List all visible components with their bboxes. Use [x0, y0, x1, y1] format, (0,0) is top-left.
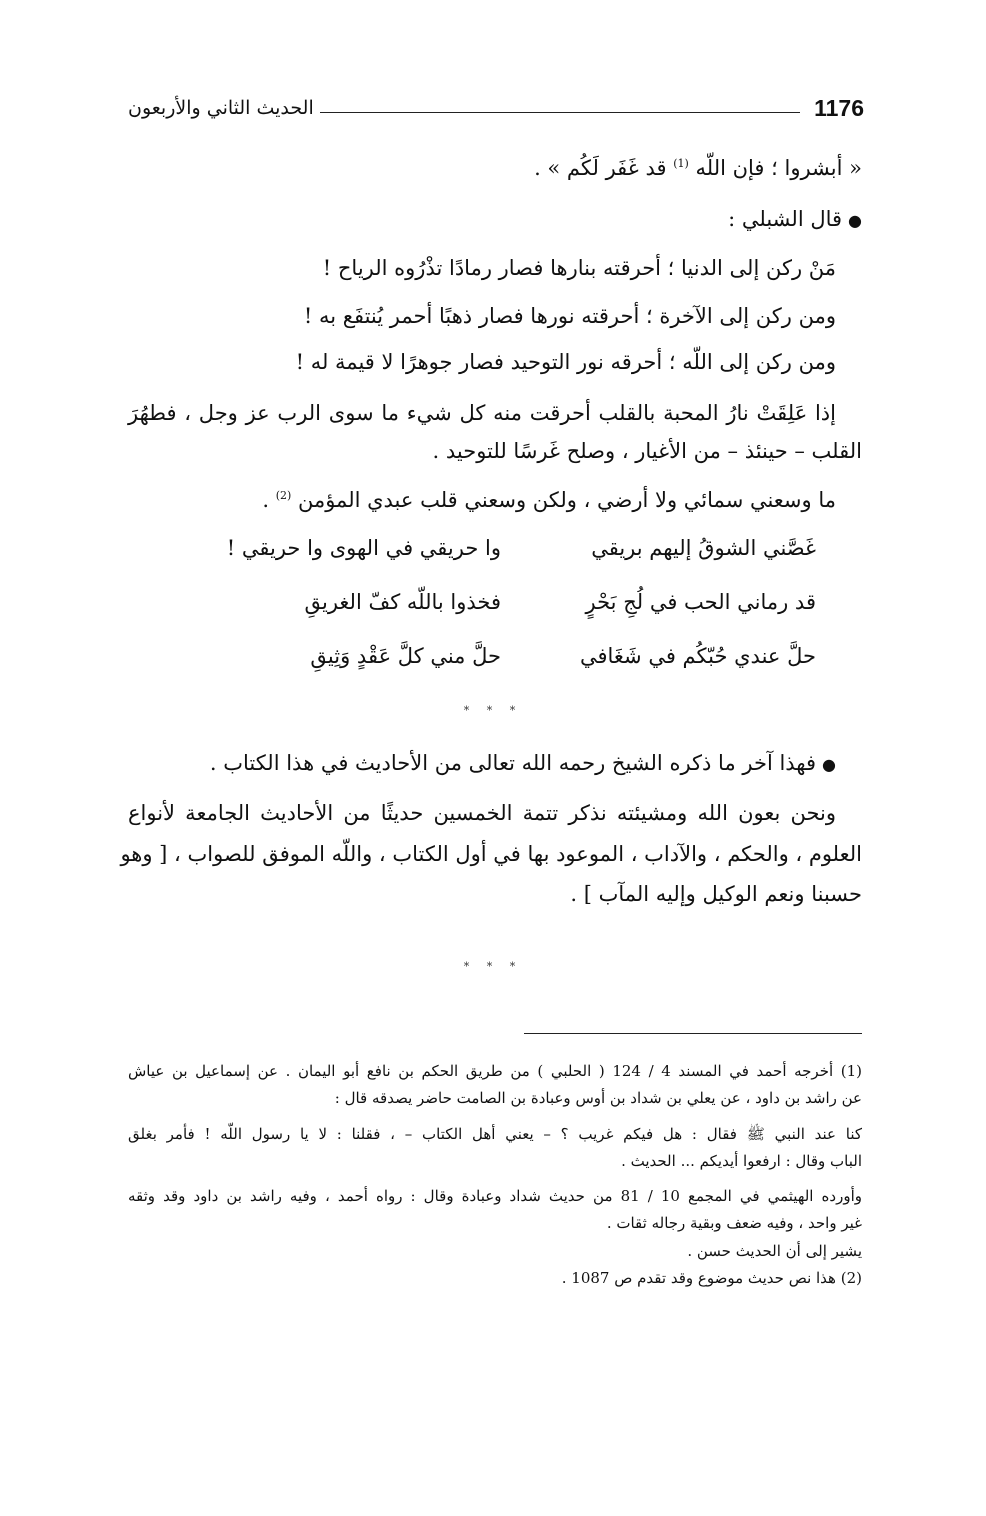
poem-hemistich-2-right: قد رماني الحب في لُجِ بَحْرٍ	[585, 590, 816, 614]
opening-text: « أبشروا ؛ فإن اللّه	[695, 156, 862, 180]
hadith-text: ما وسعني سمائي ولا أرضي ، ولكن وسعني قلب عبدي المؤمن	[297, 488, 836, 512]
footnote-ref-1: (1)	[673, 157, 689, 170]
footnote-1-line-3: كنا عند النبي ﷺ فقال : هل فيكم غريب ؟ – يعني أهل الكتاب – ، فقلنا : لا يا رسول اللّه ! فأمر بغلق	[128, 1125, 862, 1143]
footnote-1-line-1: (1) أخرجه أحمد في المسند 4 / 124 ( الحلبي ) من طريق الحكم بن نافع أبو اليمان . عن إسماعيل بن عياش	[128, 1062, 863, 1080]
shibli-intro: قال الشبلي :	[728, 207, 843, 231]
footnote-1-line-7: يشير إلى أن الحديث حسن .	[687, 1242, 862, 1260]
love-paragraph-line-2: القلب – حينئذ – من الأغيار ، وصلح غَرسًا للتوحيد .	[432, 439, 862, 463]
love-paragraph-line-1: إذا عَلِقَتْ نارُ المحبة بالقلب أحرقت منه كل شيء ما سوى الرب عز وجل ، فطهُرَ	[128, 401, 836, 425]
poem-hemistich-1-right: غَصَّني الشوقُ إليهم بريقي	[591, 536, 816, 560]
shibli-saying-2: ومن ركن إلى الآخرة ؛ أحرقته نورها فصار ذهبًا أحمر يُنتفَع به !	[303, 304, 836, 328]
closing-line-4: حسبنا ونعم الوكيل وإليه المآب ] .	[570, 882, 862, 906]
closing-line-2: ونحن بعون الله ومشيئته نذكر تتمة الخمسين حديثًا من الأحاديث الجامعة لأنواع	[128, 801, 836, 825]
hadith-line	[128, 482, 836, 518]
bullet-icon: ●	[848, 211, 862, 230]
hadith-end: .	[262, 488, 269, 512]
poem-hemistich-3-left: حلَّ مني كلَّ عَقْدٍ وَثِيقِ	[310, 644, 501, 668]
section-separator-end: * * *	[463, 960, 523, 973]
footnote-1-line-5: وأورده الهيثمي في المجمع 10 / 81 من حديث شداد وعبادة وقال : رواه أحمد ، وفيه راشد بن داود وقد وثقه	[128, 1187, 862, 1205]
shibli-saying-1: مَنْ ركن إلى الدنيا ؛ أحرقته بنارها فصار رمادًا تذْرُوه الرياح !	[322, 256, 836, 280]
closing-line-1	[128, 745, 836, 783]
page-header	[128, 95, 864, 131]
running-title: الحديث الثاني والأربعون	[128, 97, 314, 119]
footnote-1-line-6: غير واحد ، وفيه ضعف وبقية رجاله ثقات .	[606, 1214, 862, 1232]
page-number: 1176	[814, 95, 864, 121]
opening-line	[128, 150, 862, 186]
bullet-icon: ●	[822, 755, 836, 774]
section-separator: * * *	[463, 704, 523, 717]
poem-hemistich-3-right: حلَّ عندي حُبّكُم في شَغَافي	[579, 644, 816, 668]
poem-hemistich-2-left: فخذوا باللّه كفّ الغريقِ	[304, 590, 501, 614]
closing-line-3: العلوم ، والحكم ، والآداب ، الموعود بها في أول الكتاب ، واللّه الموفق للصواب ، [ وهو	[120, 842, 862, 866]
shibli-saying-3: ومن ركن إلى اللّه ؛ أحرقه نور التوحيد فصار جوهرًا لا قيمة له !	[295, 350, 836, 374]
opening-text-end: قد غَفَر لَكُم » .	[534, 156, 667, 180]
header-rule	[320, 112, 800, 113]
shibli-heading	[128, 201, 862, 239]
footnote-ref-2: (2)	[275, 489, 292, 502]
footnote-2: (2) هذا نص حديث موضوع وقد تقدم ص 1087 .	[561, 1269, 862, 1287]
footnote-1-line-2: عن راشد بن داود ، عن يعلي بن شداد بن أوس وعبادة بن الصامت حاضر يصدقه قال :	[334, 1089, 862, 1107]
closing-text-1: فهذا آخر ما ذكره الشيخ رحمه الله تعالى من الأحاديث في هذا الكتاب .	[209, 751, 817, 775]
footnote-rule	[524, 1033, 862, 1034]
footnote-1-line-4: الباب وقال : ارفعوا أيديكم ... الحديث .	[621, 1152, 862, 1170]
poem-hemistich-1-left: وا حريقي في الهوى وا حريقي !	[226, 536, 501, 560]
